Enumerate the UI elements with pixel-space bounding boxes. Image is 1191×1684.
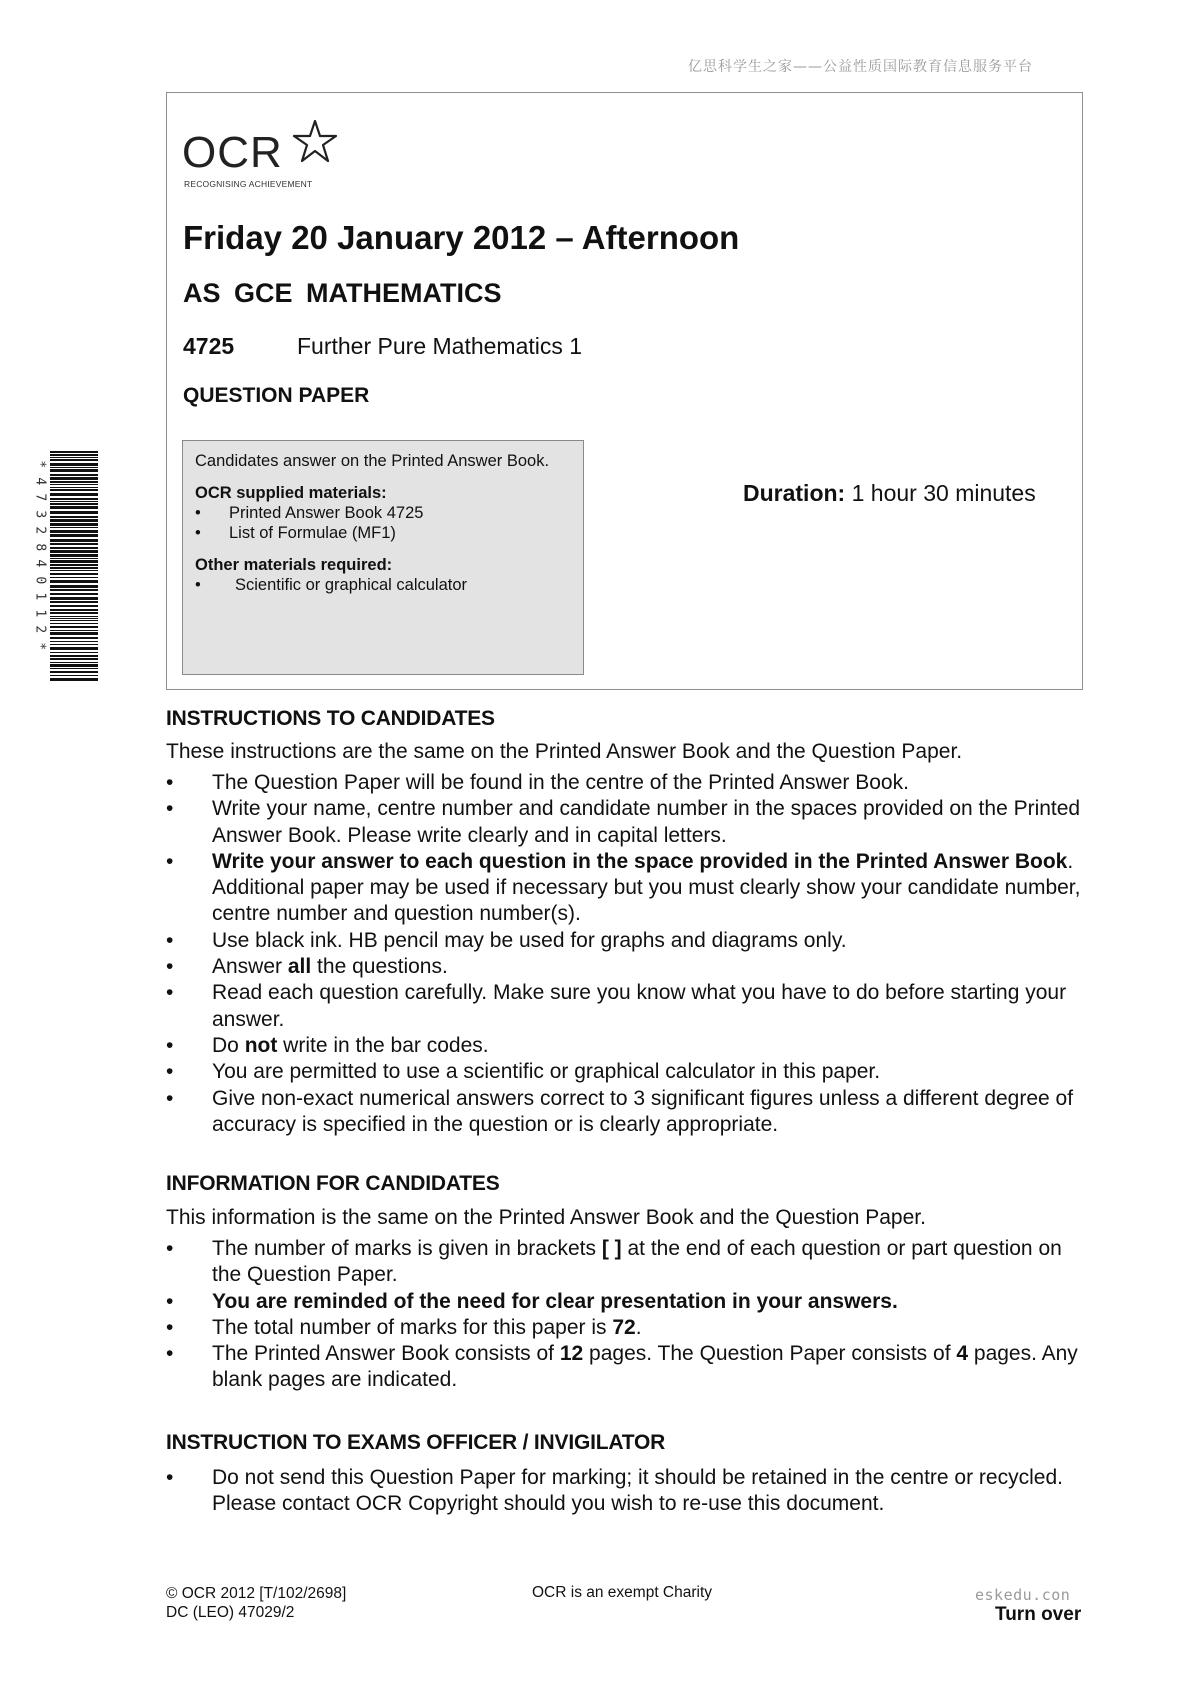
barcode-bar [50,605,98,607]
barcode-bar [50,484,98,485]
barcode-bar [50,612,98,614]
list-item-text: The total number of marks for this paper is [212,1315,613,1339]
barcode-bar [50,620,98,621]
barcode-bar [50,570,98,571]
bullet: • [166,1466,174,1489]
barcode-bar [50,675,98,676]
barcode-bar [50,626,98,628]
barcode-bar [50,647,98,650]
watermark-bottom: eskedu.con [975,1586,1071,1604]
barcode-bar [50,658,98,660]
bullet: • [166,1033,174,1057]
list-item [166,980,1096,1033]
list-item-text: the questions. [311,955,448,979]
list-item-text: Printed Answer Book 4725 [229,504,424,522]
list-item-text: Scientific or graphical calculator [235,576,468,594]
list-item-text: 12 [559,1342,584,1366]
instructions-heading: INSTRUCTIONS TO CANDIDATES [166,707,495,730]
list-item [166,1465,1096,1518]
barcode-digit: 1 [32,592,48,601]
list-item [195,503,571,523]
turn-over: Turn over [995,1604,1082,1625]
list-item [166,849,1096,928]
barcode-bar [50,516,98,518]
list-item-text: Do not send this Question Paper for marking; it should be retained in the centre or recycled. Please contact OCR Copyright should you wish to re-use this document. [212,1466,1063,1516]
duration-value: 1 hour 30 minutes [845,480,1036,506]
barcode-bar [50,554,98,557]
list-item [166,1033,1096,1059]
barcode-bar [50,454,98,456]
exam-date: Friday 20 January 2012 – Afternoon [183,219,740,256]
logo-star-icon [290,118,340,166]
bullet: • [166,1086,174,1110]
bullet: • [166,928,174,952]
bullet: • [195,524,201,542]
barcode-bar [50,567,98,569]
list-item-text: List of Formulae (MF1) [229,524,396,542]
barcode-bar [50,543,98,545]
bullet: • [166,1289,174,1313]
list-item-text: Give non-exact numerical answers correct to 3 significant figures unless a different degree of accuracy is specified in the question or is clearly appropriate. [212,1086,1074,1136]
list-item-text: not [244,1033,278,1057]
list-item-text: . Additional paper may be used if necessary but you must clearly show your candidate number, centre number and question number(s). [212,849,1081,926]
list-item [195,523,571,543]
barcode-bar [50,523,98,526]
supplied-materials-heading: OCR supplied materials: [195,484,387,502]
list-item-text: [ ] [601,1237,622,1260]
barcode-digit: 7 [32,493,48,502]
barcode-bar [50,498,98,500]
barcode-bar [50,467,98,468]
job-code: DC (LEO) 47029/2 [166,1604,295,1621]
watermark-top: 亿思科学生之家——公益性质国际教育信息服务平台 [688,59,1033,75]
barcode-bar [50,585,98,588]
barcode-bar [50,630,98,631]
barcode-bar [50,623,98,624]
list-item [166,954,1096,980]
list-item-text: Use black ink. HB pencil may be used for graphs and diagrams only. [212,928,847,952]
materials-intro: Candidates answer on the Printed Answer Book. [195,452,550,470]
barcode-bar [50,652,98,653]
barcode-digit: * [32,641,48,650]
list-item-text: Do [212,1033,245,1057]
barcode-bar [50,664,98,667]
required-materials-heading: Other materials required: [195,556,393,574]
list-item [166,1059,1096,1085]
barcode-bar [50,474,98,476]
list-item-text: You are reminded of the need for clear presentation in your answers. [212,1289,898,1313]
barcode-bar [50,457,98,458]
list-item-text: write in the bar codes. [277,1033,489,1057]
barcode-digit: 2 [32,526,48,535]
list-item-text: all [287,955,312,979]
bullet: • [166,981,174,1005]
list-item-text: at the end of each question or part question on the Question Paper. [212,1237,1062,1287]
barcode-digit: 0 [32,575,48,584]
information-heading: INFORMATION FOR CANDIDATES [166,1172,500,1195]
list-item-text: The number of marks is given in brackets [212,1237,602,1260]
copyright-text: © OCR 2012 [T/102/2698] [166,1585,347,1602]
barcode-digit: 1 [32,608,48,617]
bullet: • [166,1315,174,1339]
barcode-digit: 4 [32,476,48,485]
barcode-bar [50,511,98,514]
barcode-bar [50,655,98,657]
duration-label: Duration: [743,480,846,506]
logo-tagline: RECOGNISING ACHIEVEMENT [184,179,313,189]
barcode-bar [50,573,98,575]
bullet: • [166,1342,174,1366]
barcode-bar [50,618,98,619]
list-item [166,928,1096,954]
list-item-text: You are permitted to use a scientific or graphical calculator in this paper. [212,1060,881,1084]
barcode-bar [50,609,98,611]
barcode-digit: 4 [32,559,48,568]
barcode-bar [50,506,98,509]
barcode [50,451,98,681]
barcode-bar [50,601,98,603]
duration [743,480,1036,507]
barcode-bar [50,616,98,617]
bullet: • [195,576,201,594]
barcode-bar [50,637,98,639]
barcode-bar [50,678,98,681]
barcode-bar [50,641,98,642]
supplied-materials-list [195,503,571,543]
barcode-bar [50,530,98,533]
list-item [166,796,1096,849]
bullet: • [166,849,174,873]
required-materials-list [195,575,571,595]
list-item-text: Answer [212,955,288,979]
barcode-bar [50,668,98,669]
information-list [166,1236,1096,1394]
barcode-digit: 2 [32,625,48,634]
list-item [166,1086,1096,1139]
barcode-bar [50,580,98,583]
barcode-bar [50,644,98,645]
list-item-text: 4 [956,1342,969,1366]
barcode-bar [50,487,98,488]
qualification: AS GCE MATHEMATICS [183,278,502,308]
barcode-bar [50,547,98,549]
barcode-bar [50,451,98,453]
list-item-text: pages. The Question Paper consists of [583,1342,957,1366]
materials-box [182,440,584,675]
barcode-bar [50,589,98,591]
barcode-bar [50,539,98,542]
barcode-bar [50,469,98,472]
barcode-bar [50,558,98,559]
barcode-bar [50,577,98,578]
instructions-lead: These instructions are the same on the Printed Answer Book and the Question Paper. [166,740,963,763]
barcode-bar [50,477,98,480]
barcode-bar [50,503,98,505]
unit-code: 4725 [183,333,235,359]
list-item [166,1289,1096,1315]
barcode-bar [50,560,98,563]
list-item-text: The Question Paper will be found in the centre of the Printed Answer Book. [212,771,909,794]
barcode-bar [50,527,98,528]
barcode-bar [50,564,98,566]
bullet: • [195,504,201,522]
officer-heading: INSTRUCTION TO EXAMS OFFICER / INVIGILATOR [166,1431,666,1454]
bullet: • [166,955,174,979]
list-item-text: . [635,1315,642,1339]
barcode-bar [50,550,98,553]
bullet: • [166,1060,174,1084]
list-item-text: 72 [612,1315,636,1339]
barcode-bar [50,481,98,483]
footer-copyright [166,1584,346,1622]
list-item-text: The Printed Answer Book consists of [212,1342,560,1366]
instructions-list [166,770,1096,1138]
list-item [166,770,1096,796]
list-item [166,1341,1096,1394]
officer-list [166,1465,1096,1518]
information-lead: This information is the same on the Printed Answer Book and the Question Paper. [166,1206,926,1229]
barcode-bar [50,632,98,635]
list-item [166,1315,1096,1341]
paper-type: QUESTION PAPER [183,384,370,407]
barcode-bar [50,597,98,600]
charity-note: OCR is an exempt Charity [532,1584,713,1601]
barcode-bar [50,501,98,502]
barcode-bar [50,671,98,673]
barcode-digit: * [32,460,48,469]
logo-wordmark: OCR [182,128,283,177]
barcode-bar [50,519,98,522]
ocr-logo [182,118,352,190]
unit-title: Further Pure Mathematics 1 [297,333,583,359]
barcode-bar [50,463,98,466]
list-item-text: Write your answer to each question in the space provided in the Printed Answer Book [212,849,1068,873]
barcode-bar [50,489,98,491]
barcode-bar [50,493,98,496]
list-item-text: Write your name, centre number and candidate number in the spaces provided on the Printed Answer Book. Please write clearly and in capital letters. [212,797,1081,847]
barcode-bar [50,459,98,461]
list-item-text: Read each question carefully. Make sure you know what you have to do before starting your answer. [212,981,1067,1031]
list-item-text: pages. Any blank pages are indicated. [212,1342,1078,1392]
barcode-digits [32,456,46,654]
bullet: • [166,797,174,821]
list-item [195,575,571,595]
bullet: • [166,1237,174,1260]
list-item [166,1236,1096,1289]
barcode-bar [50,593,98,595]
barcode-digit: 3 [32,509,48,518]
barcode-bar [50,534,98,537]
bullet: • [166,771,174,794]
barcode-bar [50,662,98,663]
barcode-digit: 8 [32,542,48,551]
